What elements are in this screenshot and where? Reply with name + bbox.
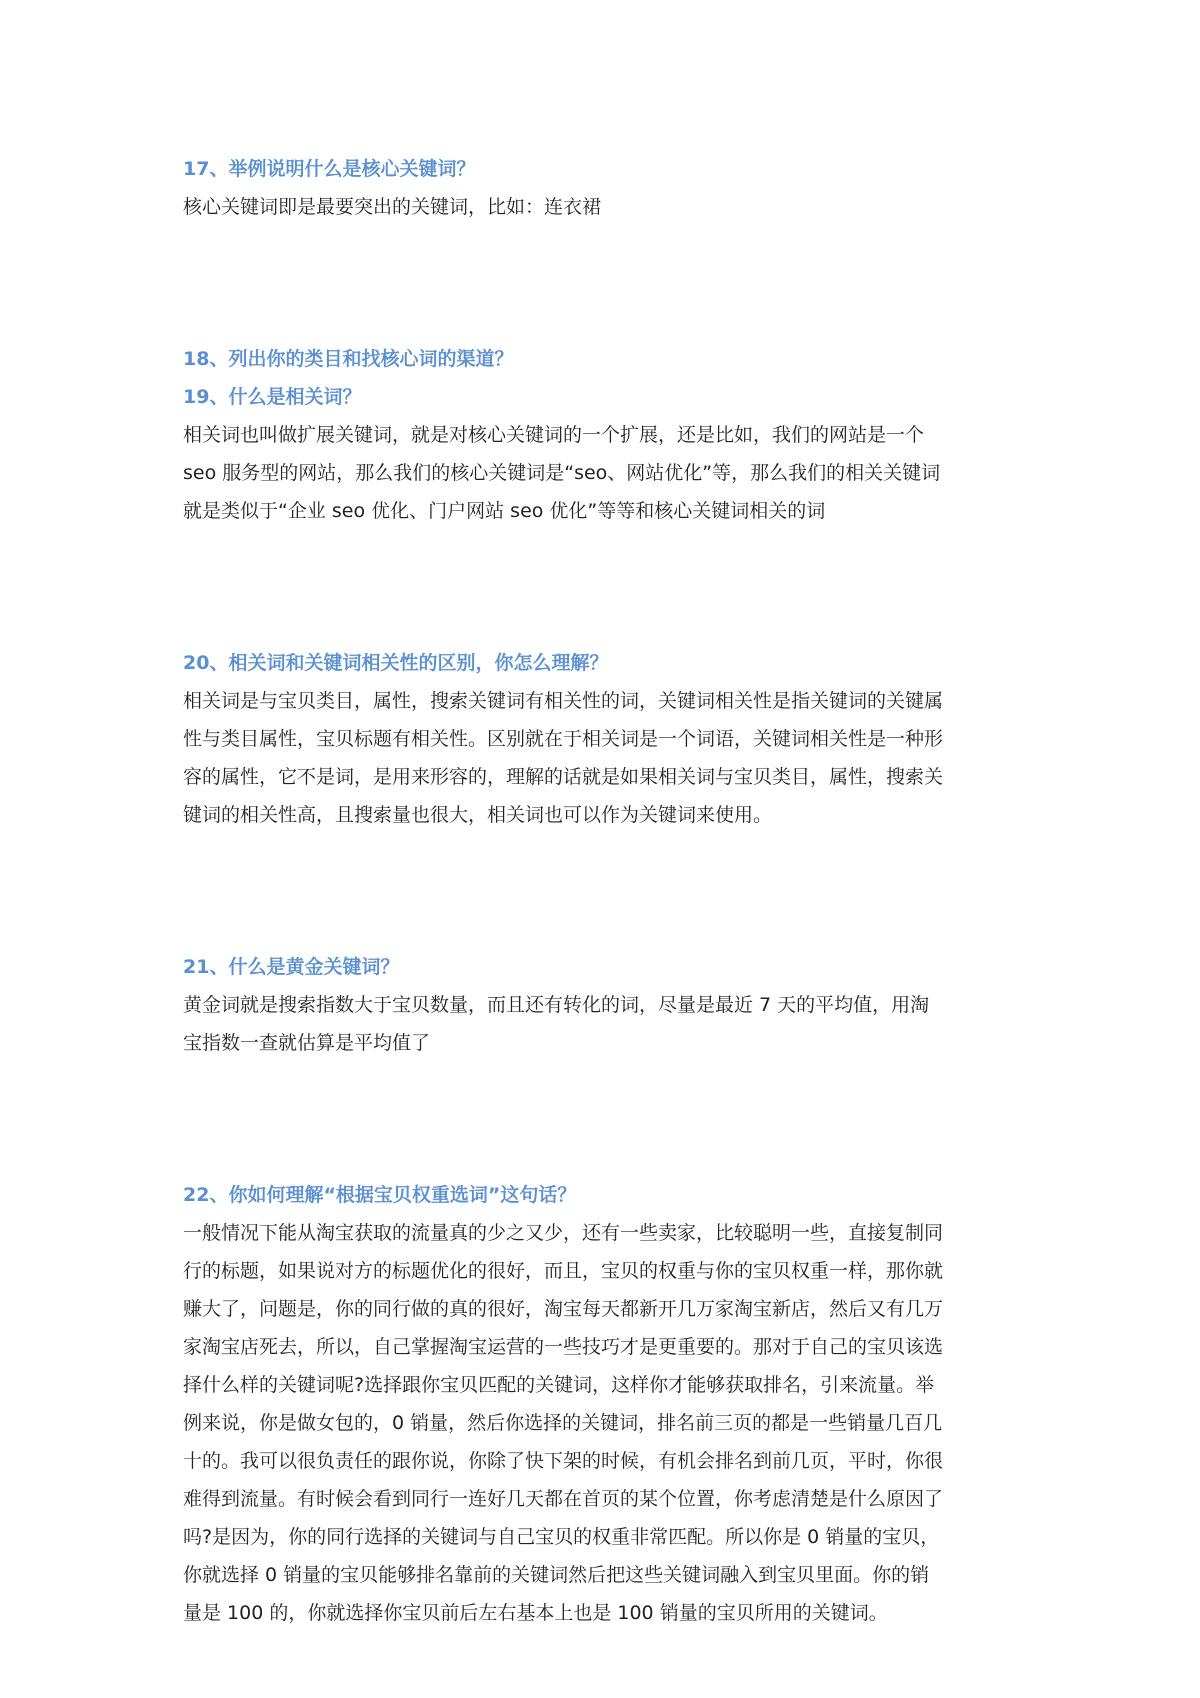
document-content bbox=[183, 150, 1028, 1632]
qa-section bbox=[183, 948, 1028, 1062]
question-heading: 18、列出你的类目和找核心词的渠道？ bbox=[183, 348, 514, 370]
question-heading: 21、什么是黄金关键词？ bbox=[183, 956, 400, 978]
answer-line: 一般情况下能从淘宝获取的流量真的少之又少，还有一些卖家，比较聪明一些，直接复制同 bbox=[183, 1222, 944, 1244]
answer-line: 键词的相关性高，且搜索量也很大，相关词也可以作为关键词来使用。 bbox=[183, 804, 773, 826]
answer-line: 择什么样的关键词呢?选择跟你宝贝匹配的关键词，这样你才能够获取排名，引来流量。举 bbox=[183, 1374, 935, 1396]
answer-line: 行的标题，如果说对方的标题优化的很好，而且，宝贝的权重与你的宝贝权重一样，那你就 bbox=[183, 1260, 944, 1282]
qa-section bbox=[183, 340, 1028, 378]
answer-line: 赚大了，问题是，你的同行做的真的很好，淘宝每天都新开几万家淘宝新店，然后又有几万 bbox=[183, 1298, 944, 1320]
answer-line: 十的。我可以很负责任的跟你说，你除了快下架的时候，有机会排名到前几页，平时，你很 bbox=[183, 1450, 944, 1472]
question-heading: 17、举例说明什么是核心关键词？ bbox=[183, 158, 476, 180]
qa-section bbox=[183, 644, 1028, 834]
answer-line: 你就选择 0 销量的宝贝能够排名靠前的关键词然后把这些关键词融入到宝贝里面。你的销 bbox=[183, 1564, 930, 1586]
answer-line: 宝指数一查就估算是平均值了 bbox=[183, 1032, 431, 1054]
answer-line: 相关词是与宝贝类目，属性，搜索关键词有相关性的词，关键词相关性是指关键词的关键属 bbox=[183, 690, 944, 712]
answer-line: seo 服务型的网站，那么我们的核心关键词是“seo、网站优化”等，那么我们的相关关键词 bbox=[183, 462, 941, 484]
answer-line: 相关词也叫做扩展关键词，就是对核心关键词的一个扩展，还是比如，我们的网站是一个 bbox=[183, 424, 925, 446]
answer-line: 核心关键词即是最要突出的关键词，比如：连衣裙 bbox=[183, 196, 602, 218]
answer-line: 容的属性，它不是词，是用来形容的，理解的话就是如果相关词与宝贝类目，属性，搜索关 bbox=[183, 766, 944, 788]
qa-section bbox=[183, 150, 1028, 226]
answer-line: 难得到流量。有时候会看到同行一连好几天都在首页的某个位置，你考虑清楚是什么原因了 bbox=[183, 1488, 944, 1510]
qa-section bbox=[183, 1176, 1028, 1632]
answer-line: 量是 100 的，你就选择你宝贝前后左右基本上也是 100 销量的宝贝所用的关键词。 bbox=[183, 1602, 888, 1624]
question-heading: 19、什么是相关词？ bbox=[183, 386, 362, 408]
answer-line: 吗?是因为，你的同行选择的关键词与自己宝贝的权重非常匹配。所以你是 0 销量的宝贝， bbox=[183, 1526, 940, 1548]
answer-line: 黄金词就是搜索指数大于宝贝数量，而且还有转化的词，尽量是最近 7 天的平均值，用淘 bbox=[183, 994, 930, 1016]
answer-line: 就是类似于“企业 seo 优化、门户网站 seo 优化”等等和核心关键词相关的词 bbox=[183, 500, 826, 522]
answer-line: 性与类目属性，宝贝标题有相关性。区别就在于相关词是一个词语，关键词相关性是一种形 bbox=[183, 728, 944, 750]
qa-section bbox=[183, 378, 1028, 530]
question-heading: 22、你如何理解“根据宝贝权重选词”这句话？ bbox=[183, 1184, 577, 1206]
answer-line: 家淘宝店死去，所以，自己掌握淘宝运营的一些技巧才是更重要的。那对于自己的宝贝该选 bbox=[183, 1336, 944, 1358]
answer-line: 例来说，你是做女包的，0 销量，然后你选择的关键词，排名前三页的都是一些销量几百几 bbox=[183, 1412, 943, 1434]
question-heading: 20、相关词和关键词相关性的区别，你怎么理解？ bbox=[183, 652, 609, 674]
